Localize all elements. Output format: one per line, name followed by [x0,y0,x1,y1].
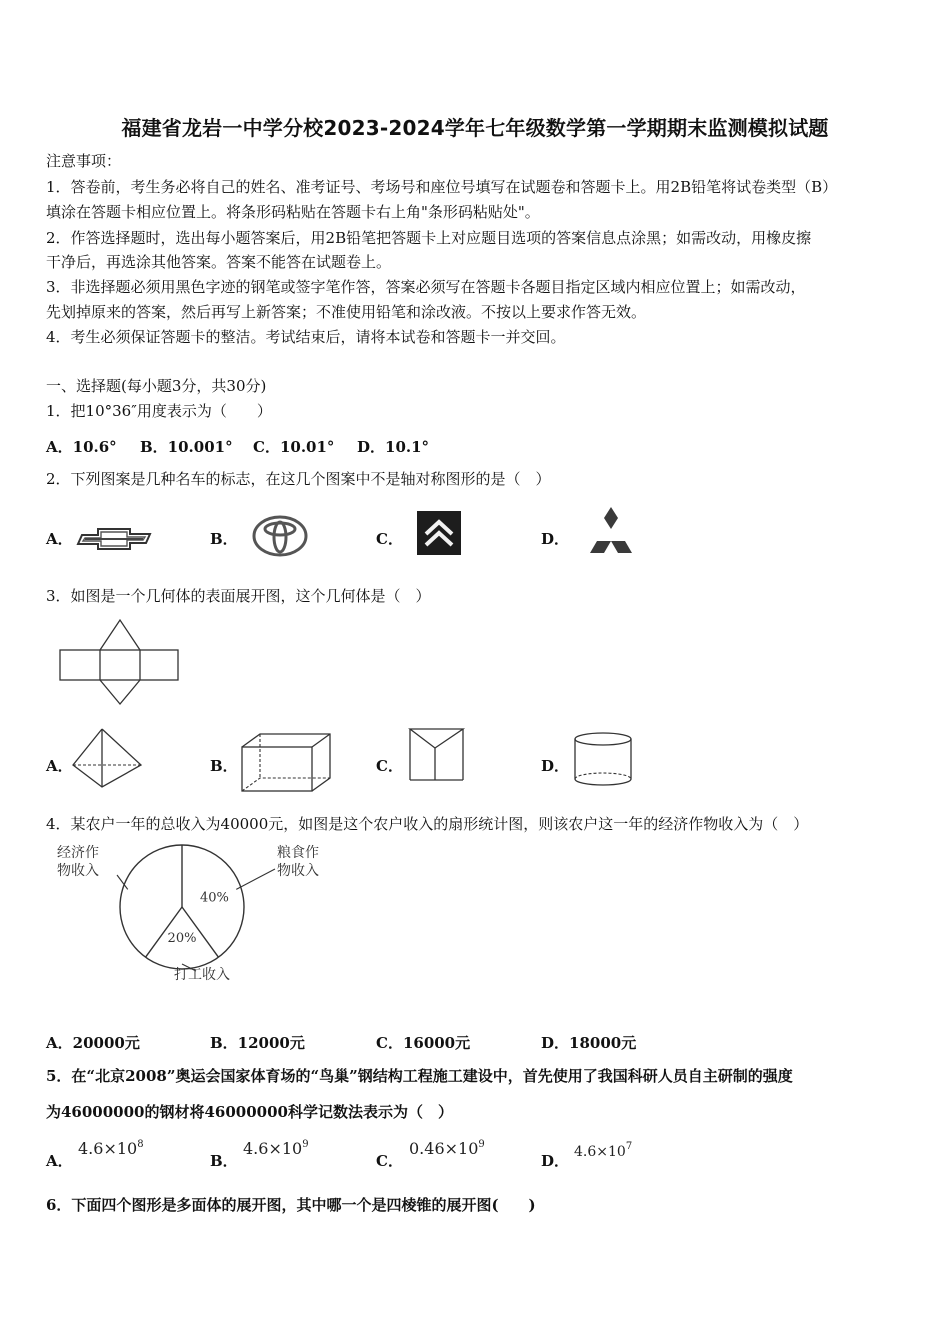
triangular-prism-icon [407,726,467,784]
page-title: 福建省龙岩一中学分校2023-2024学年七年级数学第一学期期末监测模拟试题 [121,116,829,140]
income-pie-chart [40,842,340,1002]
q4-option-a[interactable]: A．20000元 [46,1034,140,1052]
pie-category-label: 经济作 [57,845,99,861]
pie-category-label: 打工收入 [174,967,230,983]
notice-line: 填涂在答题卡相应位置上。将条形码粘贴在答题卡右上角"条形码粘贴处"。 [46,203,540,221]
q5-option-a-value: $4.6\times 10^8$ [78,1139,144,1158]
notice-line: 1．答卷前，考生务必将自己的姓名、准考证号、考场号和座位号填写在试题卷和答题卡上。用2B铅笔将试卷类型（B） [46,178,838,196]
pie-leader-line [236,869,275,889]
toyota-logo-icon [252,515,308,557]
q5-option-b[interactable]: B． [210,1152,238,1170]
question-4-stem: 4．某农户一年的总收入为40000元，如图是这个农户收入的扇形统计图，则该农户这一年的经济作物收入为（ ） [46,815,809,833]
notice-line: 先划掉原来的答案，然后再写上新答案；不准使用铅笔和涂改液。不按以上要求作答无效。 [46,303,647,321]
notice-line: 2．作答选择题时，选出每小题答案后，用2B铅笔把答题卡上对应题目选项的答案信息点涂黑；如需改动，用橡皮擦 [46,229,812,247]
q2-option-a[interactable]: A． [46,530,73,548]
mitsubishi-logo-icon [583,505,639,555]
q3-option-b[interactable]: B． [210,757,238,775]
pie-category-label: 物收入 [57,863,99,879]
citroen-logo-icon [416,510,462,556]
notice-line: 4．考生必须保证答题卡的整洁。考试结束后，请将本试卷和答题卡一并交回。 [46,328,566,346]
pie-leader-line [117,875,128,889]
q3-option-a[interactable]: A． [46,757,73,775]
q5-option-d[interactable]: D． [541,1152,570,1170]
q5-option-c-value: $0.46\times 10^9$ [409,1139,485,1158]
pie-category-label: 物收入 [277,863,319,879]
section-heading: 一、选择题(每小题3分，共30分) [46,377,267,395]
chevrolet-logo-icon [76,524,152,554]
question-3-stem: 3．如图是一个几何体的表面展开图，这个几何体是（ ） [46,587,431,605]
pie-value-label: 40% [199,890,229,906]
q2-option-b[interactable]: B． [210,530,238,548]
notice-line: 3．非选择题必须用黑色字迹的钢笔或签字笔作答，答案必须写在答题卡各题目指定区域内相应位置上；如需改动， [46,278,806,296]
q5-option-c[interactable]: C． [376,1152,403,1170]
q1-option-d[interactable]: D．10.1° [357,438,430,456]
question-5-stem-line2: 为46000000的钢材将46000000科学记数法表示为（ ） [46,1103,453,1121]
q4-option-b[interactable]: B．12000元 [210,1034,305,1052]
prism-net-figure [58,618,180,706]
cube-icon [238,731,336,795]
cylinder-icon [572,730,634,788]
q3-option-d[interactable]: D． [541,757,570,775]
q5-option-b-value: $4.6\times 10^9$ [243,1139,309,1158]
notice-line: 干净后，再选涂其他答案。答案不能答在试题卷上。 [46,253,392,271]
question-5-stem-line1: 5．在“北京2008”奥运会国家体育场的“鸟巢”钢结构工程施工建设中，首先使用了我国科研人员自主研制的强度 [46,1067,793,1085]
question-6-stem: 6．下面四个图形是多面体的展开图，其中哪一个是四棱锥的展开图( ) [46,1196,536,1214]
pie-category-label: 粮食作 [277,845,319,861]
q3-option-c[interactable]: C． [376,757,403,775]
question-2-stem: 2．下列图案是几种名车的标志，在这几个图案中不是轴对称图形的是（ ） [46,470,551,488]
q5-option-d-value: $4.6\times 10^7$ [574,1141,633,1160]
notice-heading: 注意事项： [46,152,122,170]
q2-option-c[interactable]: C． [376,530,403,548]
q5-option-a[interactable]: A． [46,1152,73,1170]
q1-option-c[interactable]: C．10.01° [253,438,335,456]
q4-option-c[interactable]: C．16000元 [376,1034,471,1052]
q1-option-a[interactable]: A．10.6° [46,438,117,456]
triangular-pyramid-icon [70,727,144,791]
q4-option-d[interactable]: D．18000元 [541,1034,637,1052]
pie-value-label: 20% [167,930,197,946]
q1-option-b[interactable]: B．10.001° [140,438,233,456]
question-1-stem: 1．把10°36″用度表示为（ ） [46,402,272,420]
q2-option-d[interactable]: D． [541,530,570,548]
